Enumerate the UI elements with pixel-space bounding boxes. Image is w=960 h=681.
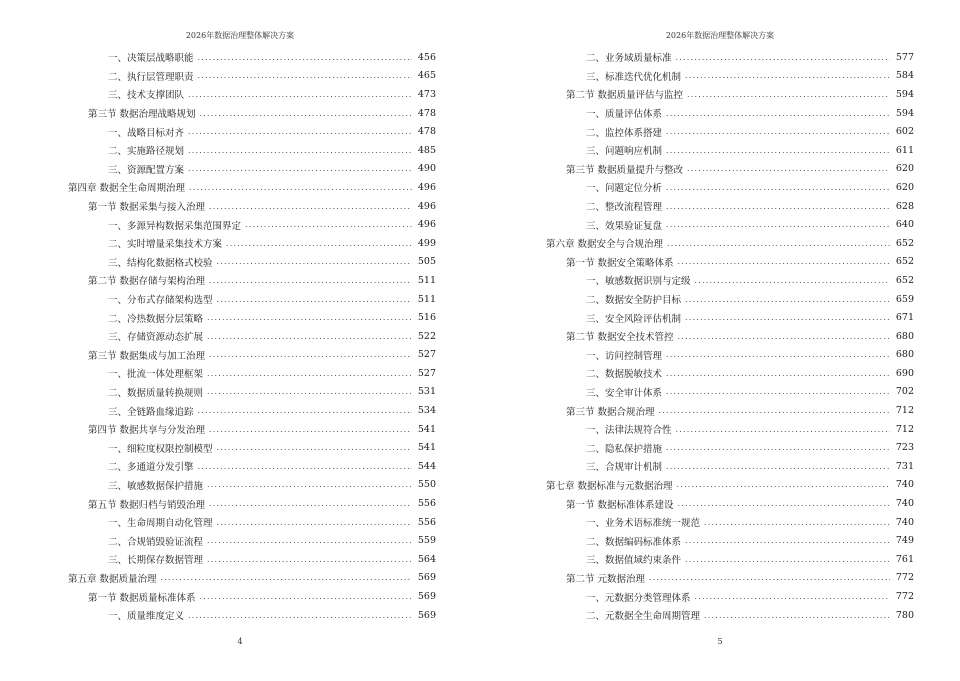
toc-entry[interactable] bbox=[68, 401, 436, 420]
toc-entry[interactable] bbox=[68, 550, 436, 569]
toc-entry-title: 二、数据质量转换规则 bbox=[108, 387, 204, 399]
toc-entry[interactable] bbox=[546, 253, 914, 272]
toc-entry-title: 二、多通道分发引擎 bbox=[108, 462, 194, 474]
toc-entry-title: 二、冷热数据分层策略 bbox=[108, 313, 204, 325]
toc-entry[interactable] bbox=[68, 383, 436, 402]
dot-leader bbox=[209, 202, 412, 211]
toc-entry-title: 三、安全审计体系 bbox=[586, 387, 663, 399]
toc-entry[interactable] bbox=[68, 327, 436, 346]
toc-entry-title: 三、问题响应机制 bbox=[586, 146, 663, 158]
toc-entry[interactable] bbox=[546, 197, 914, 216]
toc-entry-title: 二、元数据全生命周期管理 bbox=[586, 611, 701, 623]
toc-entry[interactable] bbox=[68, 160, 436, 179]
toc-entry-page: 478 bbox=[417, 107, 436, 119]
dot-leader bbox=[659, 406, 890, 415]
dot-leader bbox=[207, 387, 412, 396]
dot-leader bbox=[209, 276, 412, 285]
toc-entry-title: 三、效果验证复盘 bbox=[586, 220, 663, 232]
toc-entry[interactable] bbox=[546, 178, 914, 197]
toc-entry[interactable] bbox=[68, 531, 436, 550]
toc-entry-page: 559 bbox=[417, 535, 436, 547]
toc-entry[interactable] bbox=[68, 420, 436, 439]
toc-entry[interactable] bbox=[546, 290, 914, 309]
toc-entry-page: 485 bbox=[417, 144, 436, 156]
toc-entry[interactable] bbox=[68, 606, 436, 625]
toc-entry-page: 671 bbox=[895, 312, 914, 324]
toc-entry[interactable] bbox=[546, 271, 914, 290]
toc-entry-title: 第三节 数据治理战略规划 bbox=[88, 109, 196, 121]
toc-entry[interactable] bbox=[546, 438, 914, 457]
toc-entry[interactable] bbox=[68, 141, 436, 160]
toc-list bbox=[68, 48, 436, 624]
toc-entry-title: 一、多源异构数据采集范围界定 bbox=[108, 220, 242, 232]
dot-leader bbox=[677, 480, 890, 489]
toc-entry-title: 一、生命周期自动化管理 bbox=[108, 518, 213, 530]
dot-leader bbox=[685, 71, 890, 80]
dot-leader bbox=[685, 555, 890, 564]
toc-entry[interactable] bbox=[546, 531, 914, 550]
toc-entry-title: 第四节 数据共享与分发治理 bbox=[88, 425, 206, 437]
toc-entry-page: 761 bbox=[895, 553, 914, 565]
toc-entry-page: 620 bbox=[895, 163, 914, 175]
toc-entry[interactable] bbox=[68, 122, 436, 141]
toc-entry-page: 712 bbox=[895, 405, 914, 417]
toc-entry-title: 一、法律法规符合性 bbox=[586, 425, 672, 437]
toc-entry[interactable] bbox=[546, 587, 914, 606]
dot-leader bbox=[188, 127, 412, 136]
toc-entry-title: 三、安全风险评估机制 bbox=[586, 313, 682, 325]
toc-entry-title: 一、分布式存储架构选型 bbox=[108, 295, 213, 307]
dot-leader bbox=[245, 220, 412, 229]
toc-entry-title: 二、数据编码标准体系 bbox=[586, 536, 682, 548]
dot-leader bbox=[685, 295, 890, 304]
toc-entry[interactable] bbox=[68, 346, 436, 365]
toc-entry-title: 二、实施路径规划 bbox=[108, 146, 185, 158]
dot-leader bbox=[217, 443, 412, 452]
dot-leader bbox=[687, 90, 890, 99]
toc-entry-title: 二、业务域质量标准 bbox=[586, 53, 672, 65]
toc-entry-page: 680 bbox=[895, 330, 914, 342]
dot-leader bbox=[189, 183, 412, 192]
toc-entry[interactable] bbox=[68, 178, 436, 197]
toc-entry[interactable] bbox=[68, 569, 436, 588]
toc-entry-page: 531 bbox=[417, 386, 436, 398]
dot-leader bbox=[200, 592, 412, 601]
toc-entry-page: 456 bbox=[417, 51, 436, 63]
toc-entry-page: 723 bbox=[895, 442, 914, 454]
toc-entry-page: 780 bbox=[895, 609, 914, 621]
toc-entry[interactable] bbox=[546, 48, 914, 67]
toc-entry-page: 594 bbox=[895, 107, 914, 119]
toc-entry-title: 二、合规销毁验证流程 bbox=[108, 536, 204, 548]
dot-leader bbox=[217, 518, 412, 527]
toc-entry-page: 628 bbox=[895, 200, 914, 212]
toc-entry-title: 三、标准迭代优化机制 bbox=[586, 71, 682, 83]
toc-entry-title: 一、战略目标对齐 bbox=[108, 127, 185, 139]
toc-entry-title: 二、隐私保护措施 bbox=[586, 443, 663, 455]
toc-entry[interactable] bbox=[68, 234, 436, 253]
dot-leader bbox=[666, 146, 890, 155]
dot-leader bbox=[678, 332, 890, 341]
toc-entry-title: 一、业务术语标准统一规范 bbox=[586, 518, 701, 530]
toc-entry[interactable] bbox=[68, 48, 436, 67]
running-header: 2026年数据治理整体解决方案 bbox=[185, 31, 295, 40]
toc-entry-title: 第二节 元数据治理 bbox=[566, 573, 646, 585]
toc-entry[interactable] bbox=[68, 494, 436, 513]
toc-entry-title: 第三节 数据集成与加工治理 bbox=[88, 350, 206, 362]
toc-entry-page: 511 bbox=[417, 274, 436, 286]
toc-entry-title: 三、技术支撑团队 bbox=[108, 90, 185, 102]
toc-entry-page: 556 bbox=[417, 498, 436, 510]
toc-entry[interactable] bbox=[546, 569, 914, 588]
toc-entry-page: 556 bbox=[417, 516, 436, 528]
dot-leader bbox=[666, 109, 890, 118]
dot-leader bbox=[209, 350, 412, 359]
toc-entry[interactable] bbox=[546, 122, 914, 141]
toc-entry-page: 602 bbox=[895, 126, 914, 138]
toc-entry-page: 478 bbox=[417, 126, 436, 138]
toc-entry[interactable] bbox=[546, 327, 914, 346]
dot-leader bbox=[188, 90, 412, 99]
toc-entry-title: 第二节 数据存储与架构治理 bbox=[88, 276, 206, 288]
toc-entry[interactable] bbox=[546, 476, 914, 495]
page-number: 4 bbox=[237, 637, 243, 646]
toc-entry[interactable] bbox=[68, 253, 436, 272]
toc-entry-page: 584 bbox=[895, 70, 914, 82]
toc-entry[interactable] bbox=[546, 104, 914, 123]
toc-entry[interactable] bbox=[68, 587, 436, 606]
dot-leader bbox=[666, 350, 890, 359]
dot-leader bbox=[666, 462, 890, 471]
dot-leader bbox=[207, 536, 412, 545]
toc-entry-title: 第二节 数据质量评估与监控 bbox=[566, 90, 684, 102]
toc-list bbox=[546, 48, 914, 624]
toc-entry[interactable] bbox=[546, 85, 914, 104]
toc-entry[interactable] bbox=[546, 141, 914, 160]
dot-leader bbox=[207, 480, 412, 489]
dot-leader bbox=[695, 592, 890, 601]
toc-entry-page: 541 bbox=[417, 442, 436, 454]
toc-entry-title: 二、执行层管理职责 bbox=[108, 71, 194, 83]
toc-entry-title: 第四章 数据全生命周期治理 bbox=[68, 183, 186, 195]
dot-leader bbox=[198, 462, 412, 471]
toc-entry[interactable] bbox=[68, 104, 436, 123]
toc-entry[interactable] bbox=[546, 420, 914, 439]
dot-leader bbox=[217, 257, 412, 266]
toc-entry-title: 第一节 数据标准体系建设 bbox=[566, 499, 674, 511]
toc-entry-page: 516 bbox=[417, 312, 436, 324]
toc-entry-title: 三、存储资源动态扩展 bbox=[108, 332, 204, 344]
toc-entry-title: 一、问题定位分析 bbox=[586, 183, 663, 195]
toc-entry-title: 三、资源配置方案 bbox=[108, 164, 185, 176]
dot-leader bbox=[667, 239, 890, 248]
toc-entry-page: 527 bbox=[417, 367, 436, 379]
dot-leader bbox=[666, 369, 890, 378]
toc-entry-page: 496 bbox=[417, 219, 436, 231]
toc-entry-page: 652 bbox=[895, 256, 914, 268]
toc-entry-page: 772 bbox=[895, 572, 914, 584]
toc-entry-page: 499 bbox=[417, 237, 436, 249]
toc-entry[interactable] bbox=[546, 606, 914, 625]
toc-entry-page: 680 bbox=[895, 349, 914, 361]
toc-entry-page: 541 bbox=[417, 423, 436, 435]
toc-entry-page: 690 bbox=[895, 367, 914, 379]
toc-entry-title: 一、敏感数据识别与定级 bbox=[586, 276, 691, 288]
toc-entry-page: 731 bbox=[895, 460, 914, 472]
toc-entry-title: 第一节 数据采集与接入治理 bbox=[88, 202, 206, 214]
toc-entry-title: 第一节 数据质量标准体系 bbox=[88, 592, 196, 604]
toc-entry-title: 三、合规审计机制 bbox=[586, 462, 663, 474]
toc-entry-page: 569 bbox=[417, 609, 436, 621]
toc-entry-title: 第二节 数据安全技术管控 bbox=[566, 332, 674, 344]
toc-entry-title: 三、结构化数据格式校验 bbox=[108, 257, 213, 269]
dot-leader bbox=[198, 53, 412, 62]
toc-entry[interactable] bbox=[546, 457, 914, 476]
dot-leader bbox=[207, 313, 412, 322]
toc-entry-page: 522 bbox=[417, 330, 436, 342]
dot-leader bbox=[666, 443, 890, 452]
dot-leader bbox=[687, 164, 890, 173]
toc-entry-page: 772 bbox=[895, 591, 914, 603]
dot-leader bbox=[207, 369, 412, 378]
dot-leader bbox=[678, 499, 890, 508]
toc-entry-title: 第七章 数据标准与元数据治理 bbox=[546, 480, 673, 492]
toc-entry[interactable] bbox=[68, 215, 436, 234]
toc-entry-page: 534 bbox=[417, 405, 436, 417]
toc-entry[interactable] bbox=[546, 401, 914, 420]
toc-entry-title: 三、长期保存数据管理 bbox=[108, 555, 204, 567]
toc-entry[interactable] bbox=[546, 67, 914, 86]
toc-entry[interactable] bbox=[546, 513, 914, 532]
toc-entry-page: 569 bbox=[417, 572, 436, 584]
toc-entry-title: 三、数据值域约束条件 bbox=[586, 555, 682, 567]
toc-entry-page: 611 bbox=[895, 144, 914, 156]
toc-entry-title: 第五章 数据质量治理 bbox=[68, 573, 157, 585]
toc-entry-page: 712 bbox=[895, 423, 914, 435]
dot-leader bbox=[666, 387, 890, 396]
dot-leader bbox=[666, 127, 890, 136]
toc-entry-page: 473 bbox=[417, 88, 436, 100]
dot-leader bbox=[198, 71, 412, 80]
toc-entry-title: 二、实时增量采集技术方案 bbox=[108, 239, 223, 251]
toc-entry[interactable] bbox=[68, 85, 436, 104]
toc-entry[interactable] bbox=[68, 513, 436, 532]
toc-entry[interactable] bbox=[546, 308, 914, 327]
toc-entry-page: 659 bbox=[895, 293, 914, 305]
toc-entry-page: 505 bbox=[417, 256, 436, 268]
toc-entry[interactable] bbox=[546, 383, 914, 402]
running-header: 2026年数据治理整体解决方案 bbox=[665, 31, 775, 40]
toc-entry-title: 一、元数据分类管理体系 bbox=[586, 592, 691, 604]
right-page bbox=[480, 0, 960, 681]
toc-entry-page: 465 bbox=[417, 70, 436, 82]
dot-leader bbox=[704, 611, 890, 620]
dot-leader bbox=[207, 332, 412, 341]
dot-leader bbox=[161, 573, 412, 582]
toc-entry[interactable] bbox=[546, 346, 914, 365]
toc-entry-title: 一、质量维度定义 bbox=[108, 611, 185, 623]
toc-entry[interactable] bbox=[546, 550, 914, 569]
dot-leader bbox=[685, 536, 890, 545]
toc-entry-page: 527 bbox=[417, 349, 436, 361]
toc-entry[interactable] bbox=[546, 234, 914, 253]
dot-leader bbox=[666, 202, 890, 211]
dot-leader bbox=[217, 295, 412, 304]
toc-entry-page: 749 bbox=[895, 535, 914, 547]
dot-leader bbox=[704, 518, 890, 527]
toc-entry-title: 三、敏感数据保护措施 bbox=[108, 480, 204, 492]
toc-entry-page: 652 bbox=[895, 274, 914, 286]
toc-entry-page: 490 bbox=[417, 163, 436, 175]
dot-leader bbox=[200, 109, 412, 118]
toc-entry[interactable] bbox=[68, 364, 436, 383]
toc-entry[interactable] bbox=[546, 215, 914, 234]
toc-entry[interactable] bbox=[68, 457, 436, 476]
toc-entry-title: 二、整改流程管理 bbox=[586, 202, 663, 214]
toc-entry[interactable] bbox=[546, 160, 914, 179]
toc-entry[interactable] bbox=[68, 308, 436, 327]
toc-entry-page: 652 bbox=[895, 237, 914, 249]
toc-entry[interactable] bbox=[68, 290, 436, 309]
toc-entry-title: 一、决策层战略职能 bbox=[108, 53, 194, 65]
toc-entry-page: 496 bbox=[417, 181, 436, 193]
toc-entry-page: 740 bbox=[895, 498, 914, 510]
dot-leader bbox=[649, 573, 890, 582]
toc-entry-page: 544 bbox=[417, 460, 436, 472]
toc-entry-title: 三、全链路血缘追踪 bbox=[108, 406, 194, 418]
toc-entry[interactable] bbox=[546, 494, 914, 513]
toc-entry-page: 550 bbox=[417, 479, 436, 491]
toc-entry-title: 第五节 数据归档与销毁治理 bbox=[88, 499, 206, 511]
dot-leader bbox=[188, 611, 412, 620]
toc-entry-page: 511 bbox=[417, 293, 436, 305]
toc-entry[interactable] bbox=[68, 438, 436, 457]
toc-entry-page: 702 bbox=[895, 386, 914, 398]
dot-leader bbox=[209, 425, 412, 434]
toc-entry-page: 740 bbox=[895, 516, 914, 528]
toc-entry-title: 第一节 数据安全策略体系 bbox=[566, 257, 674, 269]
dot-leader bbox=[666, 183, 890, 192]
toc-entry-title: 二、数据脱敏技术 bbox=[586, 369, 663, 381]
toc-entry-title: 第六章 数据安全与合规治理 bbox=[546, 239, 664, 251]
toc-entry-page: 569 bbox=[417, 591, 436, 603]
dot-leader bbox=[666, 220, 890, 229]
dot-leader bbox=[678, 257, 890, 266]
dot-leader bbox=[685, 313, 890, 322]
toc-entry-title: 一、细粒度权限控制模型 bbox=[108, 443, 213, 455]
toc-entry-page: 564 bbox=[417, 553, 436, 565]
dot-leader bbox=[695, 276, 890, 285]
page-number: 5 bbox=[717, 637, 723, 646]
toc-entry-page: 594 bbox=[895, 88, 914, 100]
toc-entry-title: 第三节 数据合规治理 bbox=[566, 406, 655, 418]
toc-entry-title: 第三节 数据质量提升与整改 bbox=[566, 164, 684, 176]
toc-entry-title: 一、质量评估体系 bbox=[586, 109, 663, 121]
dot-leader bbox=[226, 239, 412, 248]
dot-leader bbox=[188, 164, 412, 173]
toc-entry-page: 640 bbox=[895, 219, 914, 231]
dot-leader bbox=[209, 499, 412, 508]
dot-leader bbox=[676, 53, 890, 62]
toc-entry-page: 577 bbox=[895, 51, 914, 63]
toc-entry[interactable] bbox=[68, 476, 436, 495]
toc-entry[interactable] bbox=[68, 197, 436, 216]
toc-entry[interactable] bbox=[546, 364, 914, 383]
toc-entry-page: 740 bbox=[895, 479, 914, 491]
dot-leader bbox=[188, 146, 412, 155]
dot-leader bbox=[676, 425, 890, 434]
toc-entry-page: 496 bbox=[417, 200, 436, 212]
toc-entry[interactable] bbox=[68, 271, 436, 290]
toc-entry-title: 二、监控体系搭建 bbox=[586, 127, 663, 139]
toc-entry-title: 一、批流一体处理框架 bbox=[108, 369, 204, 381]
dot-leader bbox=[207, 555, 412, 564]
toc-entry-title: 一、访问控制管理 bbox=[586, 350, 663, 362]
toc-entry[interactable] bbox=[68, 67, 436, 86]
toc-entry-title: 二、数据安全防护目标 bbox=[586, 295, 682, 307]
toc-entry-page: 620 bbox=[895, 181, 914, 193]
dot-leader bbox=[198, 406, 412, 415]
